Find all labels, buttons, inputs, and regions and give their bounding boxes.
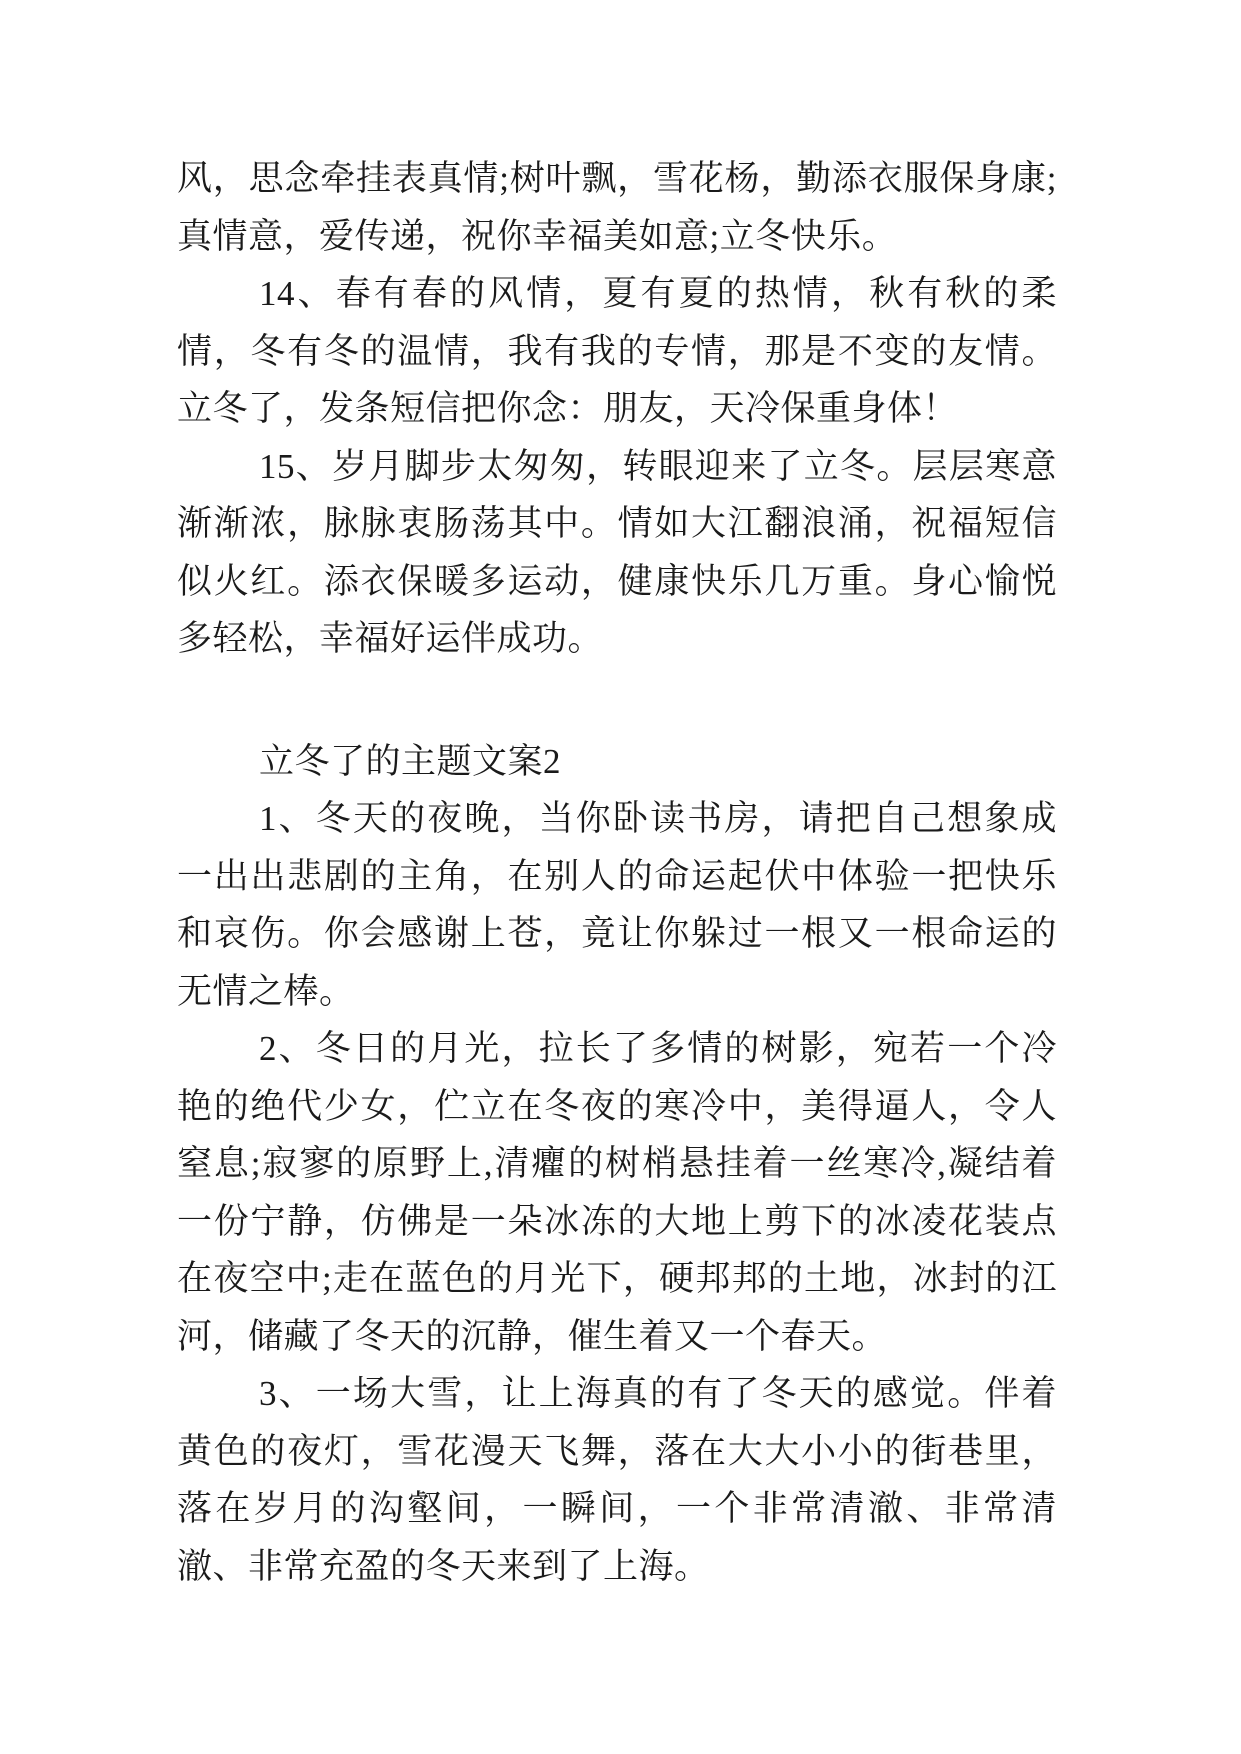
paragraph-continuation: 风，思念牵挂表真情;树叶飘，雪花杨，勤添衣服保身康;真情意，爱传递，祝你幸福美如意;立冬快乐。 — [177, 159, 1057, 256]
paragraph-item-1: 1、冬天的夜晚，当你卧读书房，请把自己想象成一出出悲剧的主角，在别人的命运起伏中体验一把快乐和哀伤。你会感谢上苍，竟让你躲过一根又一根命运的无情之棒。 — [177, 799, 1057, 1011]
paragraph-item-15: 15、岁月脚步太匆匆，转眼迎来了立冬。层层寒意渐渐浓，脉脉衷肠荡其中。情如大江翻浪涌，祝福短信似火红。添衣保暖多运动，健康快乐几万重。身心愉悦多轻松，幸福好运伴成功。 — [177, 446, 1057, 658]
paragraph-item-3: 3、一场大雪，让上海真的有了冬天的感觉。伴着黄色的夜灯，雪花漫天飞舞，落在大大小小的街巷里，落在岁月的沟壑间，一瞬间，一个非常清澈、非常清澈、非常充盈的冬天来到了上海。 — [177, 1374, 1057, 1586]
paragraph-item-14: 14、春有春的风情，夏有夏的热情，秋有秋的柔情，冬有冬的温情，我有我的专情，那是不变的友情。立冬了，发条短信把你念：朋友，天冷保重身体！ — [177, 274, 1057, 428]
section-title: 立冬了的主题文案2 — [259, 741, 562, 781]
document-text-body — [177, 150, 1057, 1595]
paragraph-item-2: 2、冬日的月光，拉长了多情的树影，宛若一个冷艳的绝代少女，伫立在冬夜的寒冷中，美得逼人，令人窒息;寂寥的原野上,清癯的树梢悬挂着一丝寒冷,凝结着一份宁静，仿佛是一朵冰冻的大地上剪下的冰凌花装点在夜空中;走在蓝色的月光下，硬邦邦的土地，冰封的江河，储藏了冬天的沉静，催生着又一个春天。 — [177, 1029, 1057, 1356]
